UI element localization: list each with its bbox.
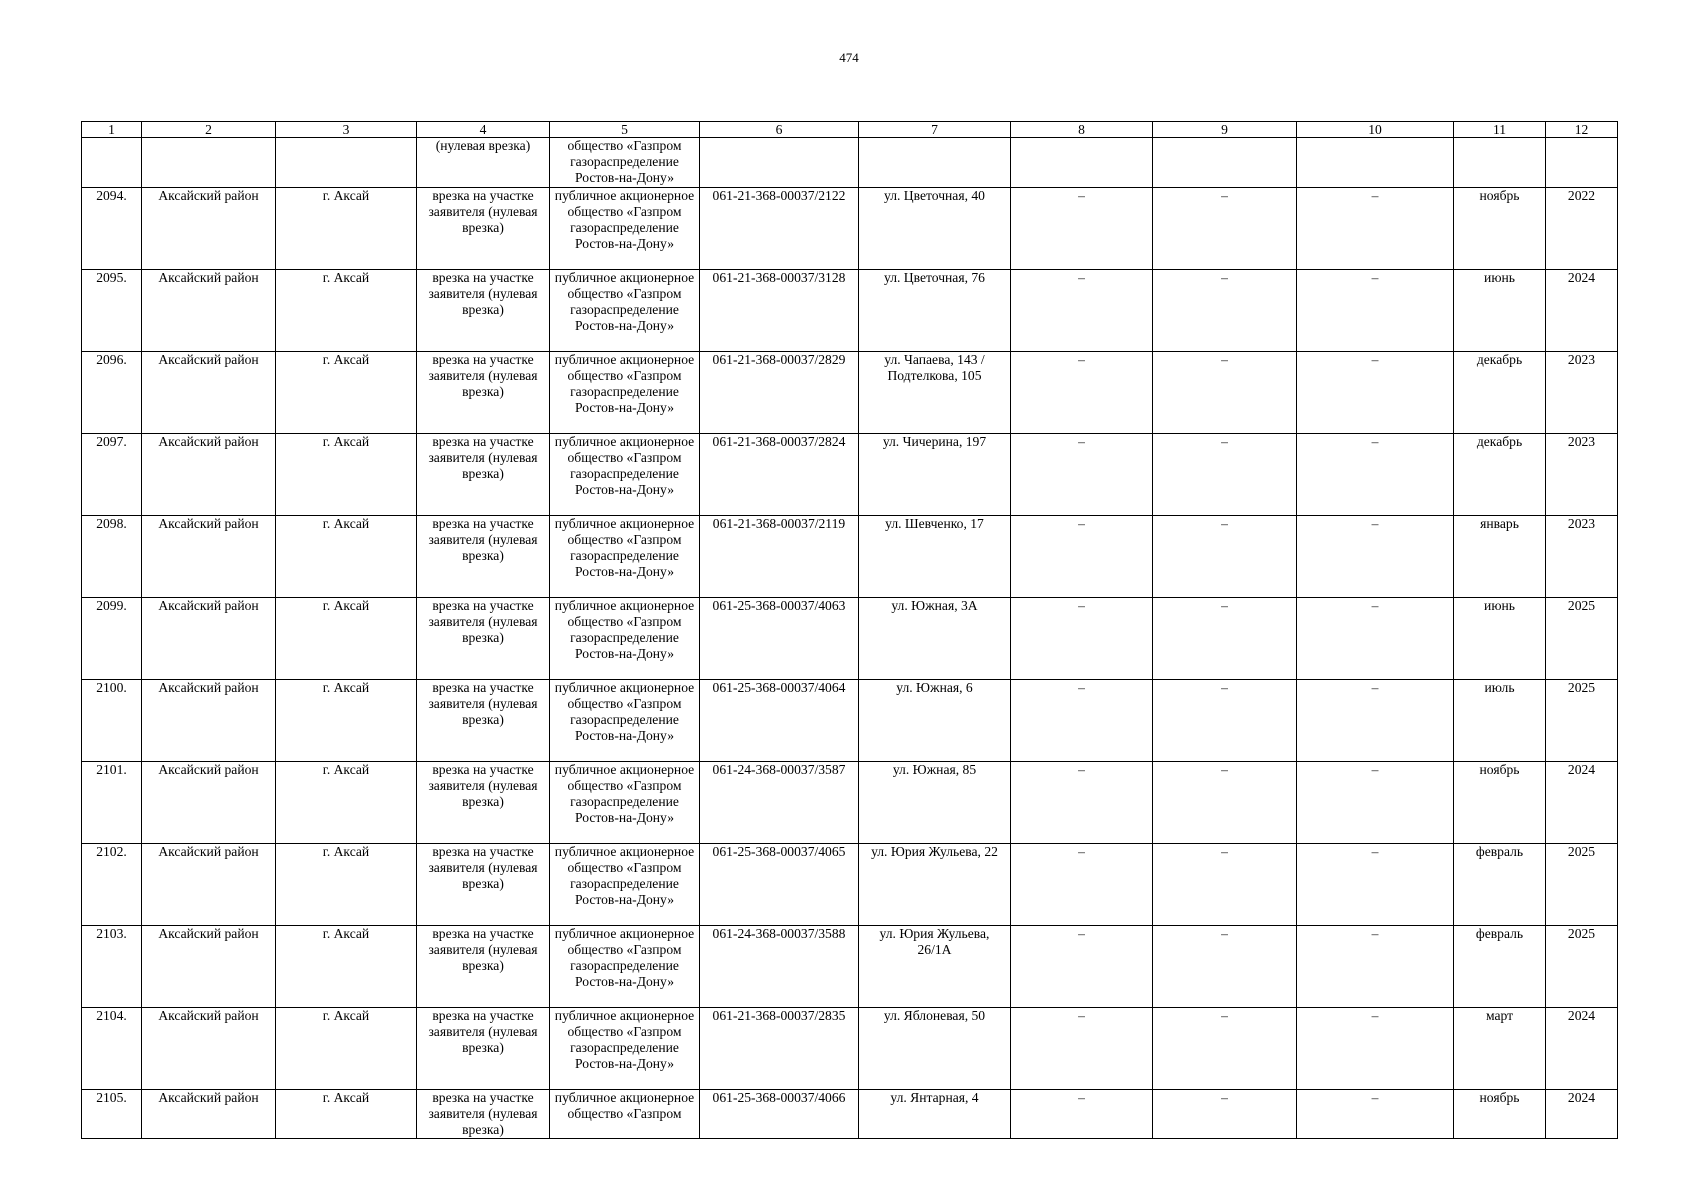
connection-type-cell: врезка на участке заявителя (нулевая врезка) [417, 844, 550, 926]
address-cell: ул. Янтарная, 4 [859, 1090, 1011, 1139]
year-cell: 2025 [1546, 926, 1618, 1008]
address-cell: ул. Южная, 6 [859, 680, 1011, 762]
column-10-cell: – [1297, 1008, 1454, 1090]
settlement-cell: г. Аксай [276, 844, 417, 926]
organization-cell: публичное акционерное общество «Газпром газораспределение Ростов-на-Дону» [550, 844, 700, 926]
column-10-cell: – [1297, 844, 1454, 926]
connection-type-cell: врезка на участке заявителя (нулевая врезка) [417, 680, 550, 762]
organization-cell: публичное акционерное общество «Газпром газораспределение Ростов-на-Дону» [550, 598, 700, 680]
code-cell: 061-21-368-00037/2119 [700, 516, 859, 598]
column-header: 1 [82, 122, 142, 138]
organization-cell: публичное акционерное общество «Газпром газораспределение Ростов-на-Дону» [550, 516, 700, 598]
table-cell [82, 138, 142, 188]
district-cell: Аксайский район [142, 762, 276, 844]
table-row [82, 926, 1618, 1008]
column-10-cell: – [1297, 926, 1454, 1008]
column-8-cell: – [1011, 926, 1153, 1008]
district-cell: Аксайский район [142, 434, 276, 516]
column-9-cell: – [1153, 434, 1297, 516]
column-9-cell: – [1153, 188, 1297, 270]
column-header: 6 [700, 122, 859, 138]
column-header: 11 [1454, 122, 1546, 138]
column-9-cell: – [1153, 762, 1297, 844]
column-header: 5 [550, 122, 700, 138]
column-10-cell: – [1297, 434, 1454, 516]
row-number: 2096. [82, 352, 142, 434]
code-cell: 061-21-368-00037/2122 [700, 188, 859, 270]
column-10-cell: – [1297, 352, 1454, 434]
column-8-cell: – [1011, 270, 1153, 352]
row-number: 2098. [82, 516, 142, 598]
table-row [82, 762, 1618, 844]
address-cell: ул. Южная, 85 [859, 762, 1011, 844]
settlement-cell: г. Аксай [276, 516, 417, 598]
month-cell: ноябрь [1454, 762, 1546, 844]
row-number: 2094. [82, 188, 142, 270]
district-cell: Аксайский район [142, 270, 276, 352]
settlement-cell: г. Аксай [276, 434, 417, 516]
table-row [82, 516, 1618, 598]
code-cell: 061-21-368-00037/2829 [700, 352, 859, 434]
page-number: 474 [839, 50, 859, 65]
continuation-row [82, 138, 1618, 188]
settlement-cell: г. Аксай [276, 270, 417, 352]
row-number: 2097. [82, 434, 142, 516]
column-9-cell: – [1153, 1008, 1297, 1090]
organization-cell: публичное акционерное общество «Газпром газораспределение Ростов-на-Дону» [550, 188, 700, 270]
table-row [82, 844, 1618, 926]
column-8-cell: – [1011, 1008, 1153, 1090]
column-9-cell: – [1153, 926, 1297, 1008]
column-9-cell: – [1153, 352, 1297, 434]
column-10-cell: – [1297, 598, 1454, 680]
code-cell: 061-24-368-00037/3587 [700, 762, 859, 844]
year-cell: 2025 [1546, 844, 1618, 926]
organization-cell: публичное акционерное общество «Газпром газораспределение Ростов-на-Дону» [550, 680, 700, 762]
district-cell: Аксайский район [142, 188, 276, 270]
connection-type-cell: врезка на участке заявителя (нулевая врезка) [417, 434, 550, 516]
address-cell: ул. Шевченко, 17 [859, 516, 1011, 598]
organization-cell: публичное акционерное общество «Газпром [550, 1090, 700, 1139]
connection-type-cell: врезка на участке заявителя (нулевая врезка) [417, 1008, 550, 1090]
column-8-cell: – [1011, 844, 1153, 926]
year-cell: 2024 [1546, 1090, 1618, 1139]
column-10-cell: – [1297, 762, 1454, 844]
code-cell: 061-21-368-00037/2835 [700, 1008, 859, 1090]
address-cell: ул. Яблоневая, 50 [859, 1008, 1011, 1090]
year-cell: 2023 [1546, 516, 1618, 598]
column-8-cell: – [1011, 762, 1153, 844]
column-header: 12 [1546, 122, 1618, 138]
column-10-cell: – [1297, 1090, 1454, 1139]
column-9-cell: – [1153, 270, 1297, 352]
code-cell: 061-25-368-00037/4064 [700, 680, 859, 762]
column-8-cell: – [1011, 434, 1153, 516]
year-cell: 2025 [1546, 598, 1618, 680]
column-header: 10 [1297, 122, 1454, 138]
connection-type-cell: врезка на участке заявителя (нулевая врезка) [417, 188, 550, 270]
table-row [82, 188, 1618, 270]
month-cell: февраль [1454, 926, 1546, 1008]
table-cell [1297, 138, 1454, 188]
year-cell: 2022 [1546, 188, 1618, 270]
connection-type-cell: врезка на участке заявителя (нулевая врезка) [417, 926, 550, 1008]
row-number: 2095. [82, 270, 142, 352]
table-row [82, 434, 1618, 516]
month-cell: февраль [1454, 844, 1546, 926]
address-cell: ул. Цветочная, 76 [859, 270, 1011, 352]
district-cell: Аксайский район [142, 1008, 276, 1090]
row-number: 2105. [82, 1090, 142, 1139]
column-8-cell: – [1011, 680, 1153, 762]
organization-cell: публичное акционерное общество «Газпром газораспределение Ростов-на-Дону» [550, 762, 700, 844]
table-cell [1546, 138, 1618, 188]
code-cell: 061-24-368-00037/3588 [700, 926, 859, 1008]
connection-type-cell: врезка на участке заявителя (нулевая врезка) [417, 598, 550, 680]
connection-type-cell: врезка на участке заявителя (нулевая врезка) [417, 270, 550, 352]
table-cell [1153, 138, 1297, 188]
organization-cell: публичное акционерное общество «Газпром газораспределение Ростов-на-Дону» [550, 352, 700, 434]
column-8-cell: – [1011, 516, 1153, 598]
month-cell: ноябрь [1454, 188, 1546, 270]
month-cell: ноябрь [1454, 1090, 1546, 1139]
connection-type-cell: врезка на участке заявителя (нулевая врезка) [417, 516, 550, 598]
district-cell: Аксайский район [142, 516, 276, 598]
column-8-cell: – [1011, 352, 1153, 434]
address-cell: ул. Цветочная, 40 [859, 188, 1011, 270]
table-cell [1011, 138, 1153, 188]
settlement-cell: г. Аксай [276, 1008, 417, 1090]
row-number: 2104. [82, 1008, 142, 1090]
code-cell: 061-25-368-00037/4063 [700, 598, 859, 680]
year-cell: 2025 [1546, 680, 1618, 762]
address-cell: ул. Чичерина, 197 [859, 434, 1011, 516]
column-header: 7 [859, 122, 1011, 138]
district-cell: Аксайский район [142, 598, 276, 680]
row-number: 2101. [82, 762, 142, 844]
row-number: 2100. [82, 680, 142, 762]
code-cell: 061-25-368-00037/4066 [700, 1090, 859, 1139]
column-10-cell: – [1297, 516, 1454, 598]
column-10-cell: – [1297, 270, 1454, 352]
settlement-cell: г. Аксай [276, 188, 417, 270]
year-cell: 2024 [1546, 762, 1618, 844]
column-9-cell: – [1153, 844, 1297, 926]
month-cell: январь [1454, 516, 1546, 598]
year-cell: 2023 [1546, 434, 1618, 516]
table-cell [1454, 138, 1546, 188]
code-cell: 061-21-368-00037/3128 [700, 270, 859, 352]
district-cell: Аксайский район [142, 1090, 276, 1139]
settlement-cell: г. Аксай [276, 926, 417, 1008]
connection-type-cell: врезка на участке заявителя (нулевая врезка) [417, 1090, 550, 1139]
table-cell: общество «Газпром газораспределение Ростов-на-Дону» [550, 138, 700, 188]
month-cell: июль [1454, 680, 1546, 762]
column-header: 2 [142, 122, 276, 138]
address-cell: ул. Чапаева, 143 / Подтелкова, 105 [859, 352, 1011, 434]
column-header: 9 [1153, 122, 1297, 138]
column-9-cell: – [1153, 598, 1297, 680]
month-cell: декабрь [1454, 434, 1546, 516]
settlement-cell: г. Аксай [276, 680, 417, 762]
organization-cell: публичное акционерное общество «Газпром газораспределение Ростов-на-Дону» [550, 1008, 700, 1090]
month-cell: июнь [1454, 270, 1546, 352]
settlement-cell: г. Аксай [276, 598, 417, 680]
column-9-cell: – [1153, 1090, 1297, 1139]
column-10-cell: – [1297, 680, 1454, 762]
table-cell [859, 138, 1011, 188]
table-cell [276, 138, 417, 188]
table-row [82, 1008, 1618, 1090]
table-row [82, 1090, 1618, 1139]
column-8-cell: – [1011, 598, 1153, 680]
settlement-cell: г. Аксай [276, 1090, 417, 1139]
district-cell: Аксайский район [142, 844, 276, 926]
year-cell: 2024 [1546, 270, 1618, 352]
address-cell: ул. Юрия Жульева, 26/1А [859, 926, 1011, 1008]
month-cell: декабрь [1454, 352, 1546, 434]
settlement-cell: г. Аксай [276, 762, 417, 844]
table-cell [142, 138, 276, 188]
registry-table [81, 121, 1618, 1139]
column-header: 4 [417, 122, 550, 138]
table-row [82, 352, 1618, 434]
column-header: 3 [276, 122, 417, 138]
table-cell: (нулевая врезка) [417, 138, 550, 188]
column-8-cell: – [1011, 1090, 1153, 1139]
column-8-cell: – [1011, 188, 1153, 270]
table-row [82, 270, 1618, 352]
district-cell: Аксайский район [142, 926, 276, 1008]
code-cell: 061-25-368-00037/4065 [700, 844, 859, 926]
settlement-cell: г. Аксай [276, 352, 417, 434]
address-cell: ул. Южная, 3А [859, 598, 1011, 680]
row-number: 2102. [82, 844, 142, 926]
table-cell [700, 138, 859, 188]
table-row [82, 680, 1618, 762]
column-9-cell: – [1153, 680, 1297, 762]
address-cell: ул. Юрия Жульева, 22 [859, 844, 1011, 926]
column-number-row [82, 122, 1618, 138]
table-body [82, 138, 1618, 1139]
month-cell: июнь [1454, 598, 1546, 680]
row-number: 2103. [82, 926, 142, 1008]
column-9-cell: – [1153, 516, 1297, 598]
column-10-cell: – [1297, 188, 1454, 270]
year-cell: 2023 [1546, 352, 1618, 434]
column-header: 8 [1011, 122, 1153, 138]
connection-type-cell: врезка на участке заявителя (нулевая врезка) [417, 762, 550, 844]
district-cell: Аксайский район [142, 680, 276, 762]
organization-cell: публичное акционерное общество «Газпром газораспределение Ростов-на-Дону» [550, 434, 700, 516]
district-cell: Аксайский район [142, 352, 276, 434]
connection-type-cell: врезка на участке заявителя (нулевая врезка) [417, 352, 550, 434]
code-cell: 061-21-368-00037/2824 [700, 434, 859, 516]
table-row [82, 598, 1618, 680]
year-cell: 2024 [1546, 1008, 1618, 1090]
row-number: 2099. [82, 598, 142, 680]
month-cell: март [1454, 1008, 1546, 1090]
organization-cell: публичное акционерное общество «Газпром газораспределение Ростов-на-Дону» [550, 270, 700, 352]
organization-cell: публичное акционерное общество «Газпром газораспределение Ростов-на-Дону» [550, 926, 700, 1008]
